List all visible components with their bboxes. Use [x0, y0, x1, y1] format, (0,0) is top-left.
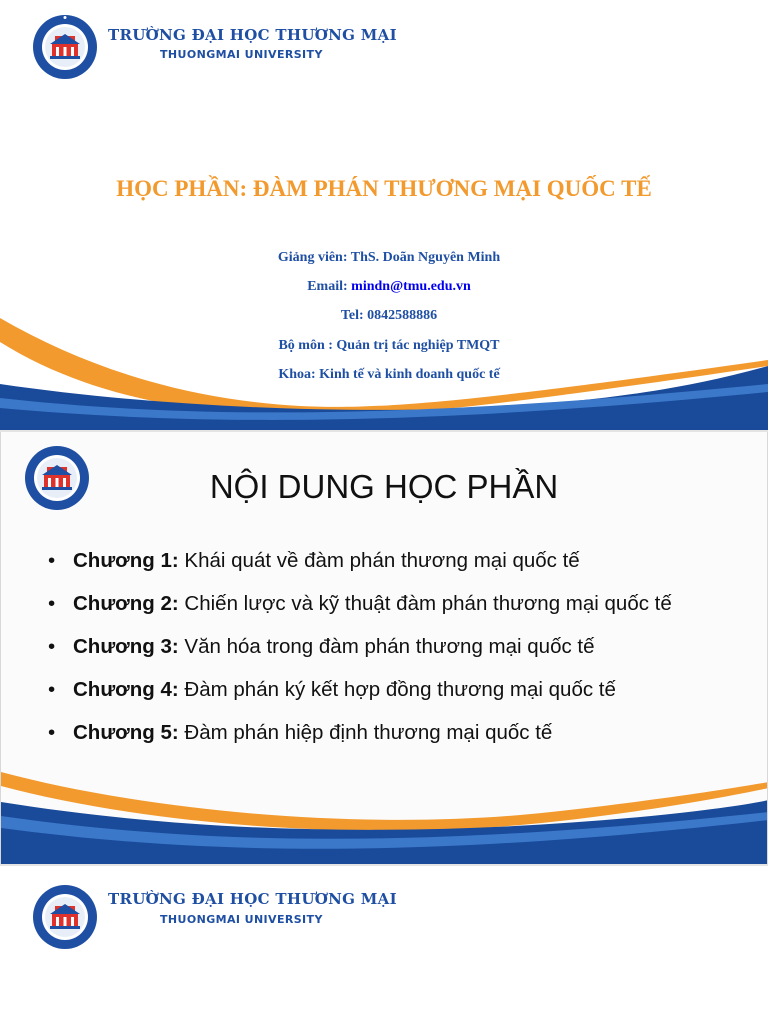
email-link[interactable]: mindn@tmu.edu.vn — [351, 279, 471, 294]
chapter-label: Chương 2: — [73, 592, 179, 615]
email-label: Email: — [307, 279, 352, 294]
lecturer-line: Giảng viên: ThS. Doãn Nguyên Minh — [277, 250, 501, 265]
chapter-item — [48, 669, 728, 711]
cover-slide — [0, 0, 768, 430]
third-slide — [0, 866, 768, 1024]
phone-line: Tel: 0842588886 — [340, 308, 438, 323]
chapter-item — [48, 540, 728, 582]
school-subtitle: THUONGMAI UNIVERSITY — [160, 48, 323, 61]
content-title: NỘI DUNG HỌC PHẦN — [209, 468, 559, 505]
footer-school-name: TRƯỜNG ĐẠI HỌC THƯƠNG MẠI — [108, 890, 397, 908]
university-logo-icon — [32, 14, 98, 80]
footer-school-subtitle: THUONGMAI UNIVERSITY — [160, 913, 323, 926]
department-line: Bộ môn : Quản trị tác nghiệp TMQT — [278, 338, 500, 353]
cover-wave-decoration — [0, 300, 768, 430]
content-wave-decoration — [0, 772, 768, 864]
chapter-label: Chương 4: — [73, 678, 179, 701]
email-line — [0, 279, 768, 295]
chapter-text: Đàm phán ký kết hợp đồng thương mại quốc tế — [178, 678, 616, 701]
chapter-item — [48, 583, 728, 625]
chapter-item — [48, 712, 728, 754]
faculty-line: Khoa: Kinh tế và kinh doanh quốc tế — [278, 367, 500, 382]
course-title: HỌC PHẦN: ĐÀM PHÁN THƯƠNG MẠI QUỐC TẾ — [116, 176, 652, 201]
footer-logo-icon — [32, 884, 98, 950]
chapter-label: Chương 1: — [73, 549, 179, 572]
chapter-text: Đàm phán hiệp định thương mại quốc tế — [178, 721, 553, 744]
chapter-list — [48, 540, 728, 755]
chapter-text: Khái quát về đàm phán thương mại quốc tế — [178, 549, 580, 572]
chapter-label: Chương 5: — [73, 721, 179, 744]
chapter-label: Chương 3: — [73, 635, 179, 658]
chapter-text: Văn hóa trong đàm phán thương mại quốc tế — [178, 635, 595, 658]
school-name: TRƯỜNG ĐẠI HỌC THƯƠNG MẠI — [108, 26, 397, 44]
chapter-text: Chiến lược và kỹ thuật đàm phán thương mại quốc tế — [178, 592, 672, 615]
chapter-item — [48, 626, 728, 668]
